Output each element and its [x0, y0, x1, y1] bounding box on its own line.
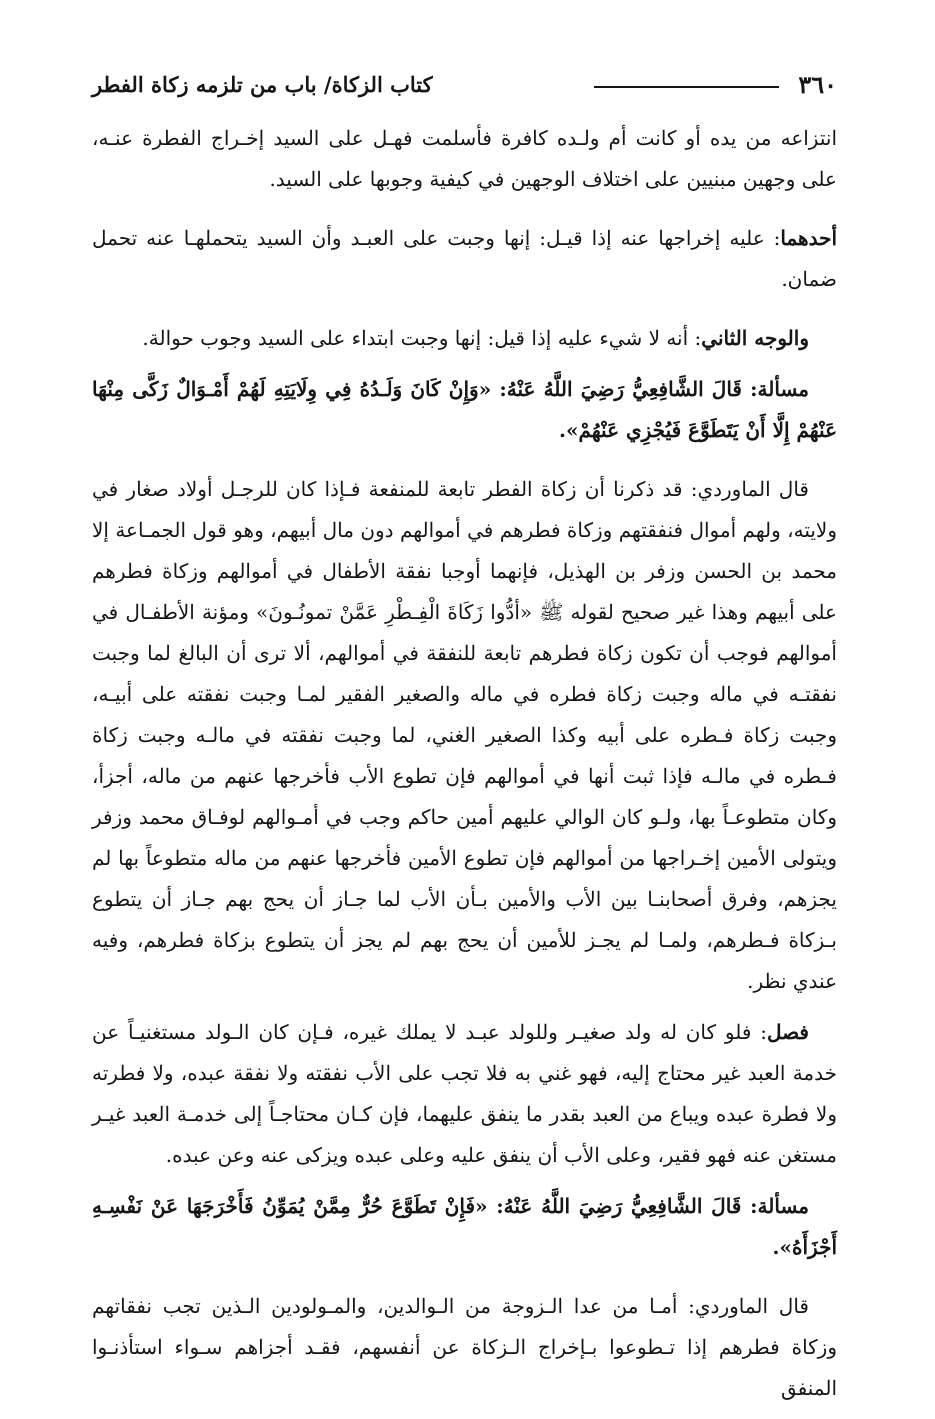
header-rule: [594, 86, 779, 88]
running-title: كتاب الزكاة/ باب من تلزمه زكاة الفطر: [92, 72, 433, 97]
paragraph-2: [92, 218, 837, 300]
paragraph-text: : أنه لا شيء عليه إذا قيل: إنها وجبت ابتداء على السيد وجوب حوالة.: [142, 326, 702, 350]
paragraph-8: [92, 1286, 837, 1409]
paragraph-lead: فصل: [766, 1020, 809, 1044]
paragraph-lead: مسألة: [757, 377, 809, 401]
paragraph-text: : عليه إخراجها عنه إذا قيـل: إنها وجبت على العبـد وأن السيد يتحملهـا عنه تحمل ضمان.: [92, 226, 837, 291]
paragraph-text: : قَالَ الشَّافِعِيُّ رَضِيَ اللَّهُ عَنْهُ: «فَإِنْ تَطَوَّعَ حُرٌّ مِمَّنْ يُمَوِّنُ فَأَخْرَجَهَا عَنْ نَفْسِـهِ أَجْزَأَهُ».: [92, 1194, 837, 1259]
paragraph-lead: أحدهما: [780, 226, 837, 250]
paragraph-6: [92, 1012, 837, 1176]
page-number: ٣٦٠: [798, 70, 837, 99]
paragraph-1: [92, 118, 837, 200]
paragraph-4: [92, 369, 837, 451]
paragraph-text: انتزاعه من يده أو كانت أم ولـده كافرة فأسلمت فهـل على السيد إخـراج الفطرة عنـه، على وجهين مبنيين على اختلاف الوجهين في كيفية وجوبها على السيد.: [92, 126, 837, 191]
paragraph-text: قال الماوردي: أمـا من عدا الـزوجة من الـوالدين، والمـولودين الـذين تجب نفقاتهم وزكاة فطرهم إذا تـطوعوا بـإخراج الـزكاة عن أنفسهم، فقـد أجزاهم سـواء استأذنـوا المنفق: [92, 1294, 837, 1400]
body-text: [92, 118, 837, 1419]
paragraph-lead: والوجه الثاني: [701, 326, 809, 350]
paragraph-3: [92, 318, 837, 359]
paragraph-text: : فلو كان له ولد صغيـر وللولد عبـد لا يملك غيره، فـإن كان الـولد مستغنيـاً عن خدمة العبد غير محتاج إليه، فهو غني به فلا تجب على الأب نفقته ولا نفقة عبده، ولا فطرته ولا فطرة عبده ويباع من العبد بقدر ما ينفق عليهما، فإن كـان محتاجـاً إلى خدمـة العبد غيـر مستغن عنه فهو فقير، وعلى الأب أن ينفق عليه وعلى عبده ويزكى عنه وعن عبده.: [92, 1020, 837, 1167]
paragraph-lead: مسألة: [757, 1194, 809, 1218]
paragraph-7: [92, 1186, 837, 1268]
running-header: [92, 70, 837, 102]
paragraph-5: [92, 469, 837, 1002]
paragraph-text: : قَالَ الشَّافِعِيُّ رَضِيَ اللَّهُ عَنْهُ: «وَإِنْ كَانَ وَلَـدُهُ فِي وِلَايَتِهِ لَهُمْ أَمْـوَالٌ زَكَّى مِنْهَا عَنْهُمْ إِلَّا أَنْ يَتَطَوَّعَ فَيُجْزِي عَنْهُمْ».: [92, 377, 837, 442]
paragraph-text: قال الماوردي: قد ذكرنا أن زكاة الفطر تابعة للمنفعة فـإذا كان للرجـل أولاد صغار في ولايته، ولهم أموال فنفقتهم وزكاة فطرهم في أموالهم دون مال أبيهم، وهو قول الجمـاعة إلا محمد بن الحسن وزفر بن الهذيل، فإنهما أوجبا نفقة الأطفال في أموالهم وزكاة فطرهم على أبيهم وهذا غير صحيح لقوله ﷺ «أدُّوا زَكَاةَ الْفِـطْرِ عَمَّنْ تمونُـونَ» ومؤنة الأطفـال في أموالهم فوجب أن تكون زكاة فطرهم تابعة للنفقة في أموالهم، ألا ترى أن البالغ لما وجبت نفقتـه في ماله وجبت زكاة فطره في ماله والصغير الفقير لمـا وجبت نفقته على أبيـه، وجبت زكاة فـطره على أبيه وكذا الصغير الغني، لما وجبت نفقته في مالـه وجبت زكاة فـطره في مالـه فإذا ثبت أنها في أموالهم فإن تطوع الأب فأخرجها عنهم من ماله، أجزأ، وكان متطوعـاً بها، ولـو كان الوالي عليهم أمين حاكم وجب في أمـوالهم لوفـاق محمد وزفر ويتولى الأمين إخـراجها من أموالهم فإن تطوع الأمين فأخرجها عنهم من ماله متطوعاً بها لم يجزهم، وفرق أصحابنـا بين الأب والأمين بـأن الأب لما جـاز أن يحج بهم جـاز أن يتطوع بـزكاة فـطرهم، ولمـا لم يجـز للأمين أن يحج بهم لم يجز أن يتطوع بزكاة فطرهم، وفيه عندي نظر.: [92, 477, 837, 993]
